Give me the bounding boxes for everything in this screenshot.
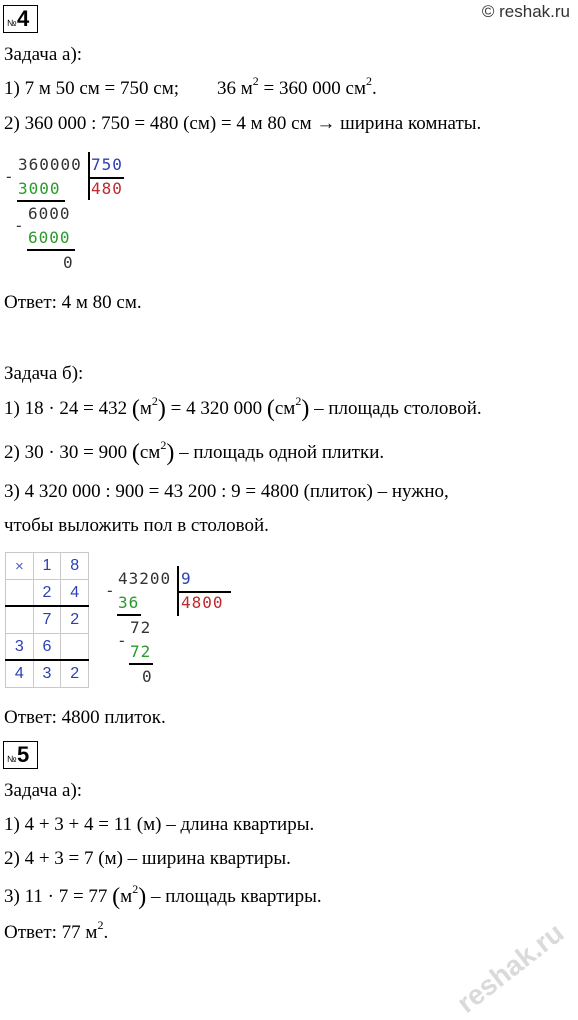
sup-2: 2 <box>295 393 302 408</box>
sup-2: 2 <box>160 437 167 452</box>
division1-line2 <box>27 249 75 251</box>
b-line2-part1: 2) 30 · 30 = 900 <box>4 442 128 463</box>
grid-cell: 3 <box>6 634 34 661</box>
sup-2: 2 <box>132 881 139 896</box>
division1-step2: 6000 <box>28 228 71 247</box>
division2-minus2: - <box>117 631 128 650</box>
grid-cell: 3 <box>33 661 61 688</box>
task5-answer <box>4 917 109 944</box>
task5-line2: 2) 4 + 3 = 7 (м) – ширина квартиры. <box>4 848 291 869</box>
multiplication-grid <box>5 552 89 688</box>
task-number-badge-5 <box>3 741 38 769</box>
task-a-title: Задача а): <box>4 44 83 65</box>
division2-divisor: 9 <box>181 569 192 588</box>
division1-line1 <box>17 200 65 202</box>
grid-row <box>6 607 89 634</box>
grid-cell: 6 <box>33 634 61 661</box>
grid-row <box>6 634 89 661</box>
paren-close: ) <box>138 884 147 910</box>
line1-part2: 36 м <box>217 78 253 99</box>
division2-rem1: 72 <box>130 618 152 637</box>
grid-cell <box>6 607 34 634</box>
task4-b-line1 <box>4 393 482 422</box>
b-line2-part2: – площадь одной плитки. <box>174 442 385 463</box>
task5-line1: 1) 4 + 3 + 4 = 11 (м) – длина квартиры. <box>4 814 315 835</box>
task4-b-line2 <box>4 437 385 466</box>
division1-rem2: 0 <box>63 253 74 272</box>
task5-a-title: Задача а): <box>4 780 83 801</box>
grid-cell: 8 <box>61 553 89 580</box>
unit-cm: см <box>274 398 296 419</box>
paren-close: ) <box>157 396 166 422</box>
sup-2: 2 <box>97 917 104 932</box>
task4-b-line4: чтобы выложить пол в столовой. <box>4 515 269 536</box>
t5-answer-part2: . <box>103 922 109 943</box>
b-line1-part3: – площадь столовой. <box>309 398 482 419</box>
line1-part4: . <box>371 78 377 99</box>
task-number-badge-4 <box>3 5 38 33</box>
t5-answer-part1: Ответ: 77 м <box>4 922 98 943</box>
paren-close: ) <box>166 440 175 466</box>
task5-line3 <box>4 881 322 910</box>
division1-step1: 3000 <box>18 179 61 198</box>
division1-quotient: 480 <box>91 179 123 198</box>
unit-m: м <box>139 398 152 419</box>
division1-divisor: 750 <box>91 155 123 174</box>
grid-cell: 2 <box>61 661 89 688</box>
sup-2: 2 <box>252 73 259 88</box>
task4-b-line3: 3) 4 320 000 : 900 = 43 200 : 9 = 4800 (плиток) – нужно, <box>4 481 449 502</box>
task4-b-answer: Ответ: 4800 плиток. <box>4 707 166 728</box>
watermark: reshak.ru <box>450 916 570 1019</box>
paren-open: ( <box>112 884 121 910</box>
division1-minus2: - <box>14 216 25 235</box>
division2-dividend: 43200 <box>118 569 172 588</box>
grid-cell: 7 <box>33 607 61 634</box>
division2-rem2: 0 <box>142 667 153 686</box>
division1-vertical-bar <box>88 152 90 200</box>
grid-cell: × <box>6 553 34 580</box>
grid-line-2 <box>5 659 89 661</box>
paren-close: ) <box>301 396 310 422</box>
task-b-title: Задача б): <box>4 363 84 384</box>
task4-a-line2: 2) 360 000 : 750 = 480 (см) = 4 м 80 см → ширина комнаты. <box>4 113 482 134</box>
task4-a-answer: Ответ: 4 м 80 см. <box>4 292 142 313</box>
division2-minus1: - <box>105 581 116 600</box>
paren-open: ( <box>266 396 275 422</box>
grid-cell <box>61 634 89 661</box>
division2-line2 <box>129 663 153 665</box>
division2-step1: 36 <box>118 593 140 612</box>
line1-part3: = 360 000 см <box>258 78 366 99</box>
division2-step2: 72 <box>130 642 152 661</box>
division1-minus1: - <box>4 167 15 186</box>
division2-line1 <box>117 614 141 616</box>
grid-row <box>6 661 89 688</box>
sup-2: 2 <box>365 73 372 88</box>
paren-open: ( <box>131 396 140 422</box>
b-line1-part1: 1) 18 · 24 = 432 <box>4 398 128 419</box>
grid-cell: 2 <box>61 607 89 634</box>
grid-row <box>6 580 89 607</box>
t5-line3-part2: – площадь квартиры. <box>146 886 322 907</box>
grid-line-1 <box>5 605 89 607</box>
site-credit: © reshak.ru <box>481 2 570 21</box>
number-sign: № <box>7 18 17 28</box>
task4-a-line1 <box>4 73 377 100</box>
number-sign: № <box>7 754 17 764</box>
task-number: 5 <box>17 742 30 767</box>
task-number: 4 <box>17 6 30 31</box>
grid-cell: 4 <box>6 661 34 688</box>
grid-cell: 4 <box>61 580 89 607</box>
grid-row <box>6 553 89 580</box>
grid-cell: 1 <box>33 553 61 580</box>
sup-2: 2 <box>151 393 158 408</box>
unit-cm: см <box>139 442 161 463</box>
division1-dividend: 360000 <box>18 155 82 174</box>
grid-cell <box>6 580 34 607</box>
t5-line3-part1: 3) 11 · 7 = 77 <box>4 886 108 907</box>
b-line1-part2: = 4 320 000 <box>165 398 263 419</box>
grid-cell: 2 <box>33 580 61 607</box>
division2-quotient: 4800 <box>181 593 224 612</box>
paren-open: ( <box>131 440 140 466</box>
division1-rem1: 6000 <box>28 204 71 223</box>
line1-part1: 1) 7 м 50 см = 750 см; <box>4 78 180 99</box>
unit-m: м <box>120 886 133 907</box>
